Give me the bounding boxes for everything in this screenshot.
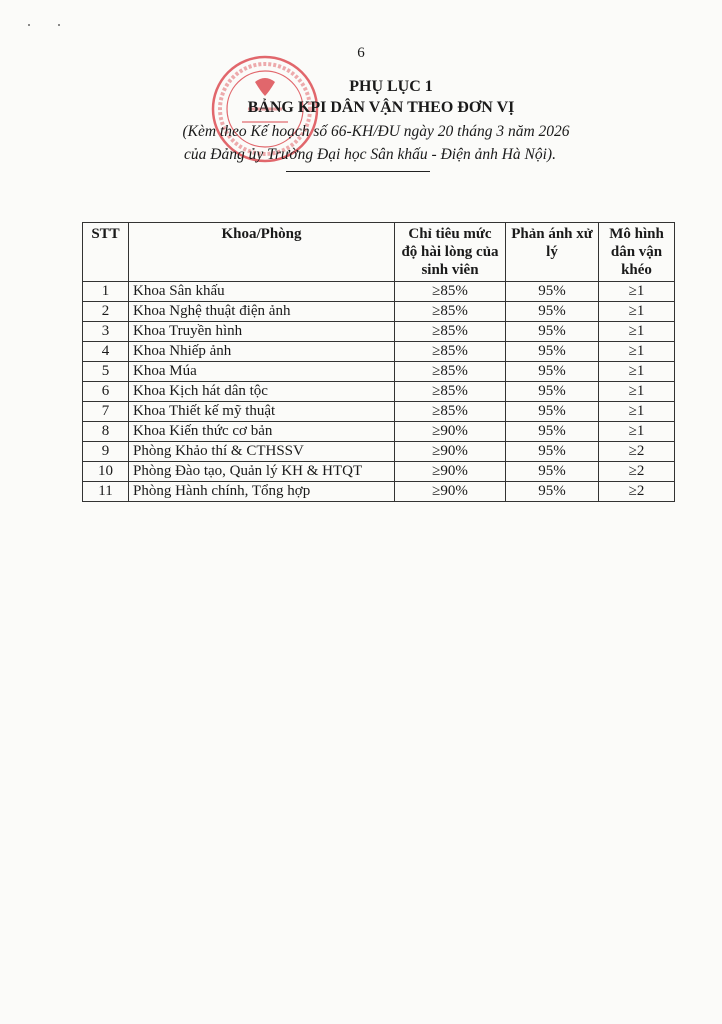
cell-model-count: ≥1: [599, 302, 675, 322]
cell-satisfaction-target: ≥90%: [395, 422, 506, 442]
cell-satisfaction-target: ≥85%: [395, 402, 506, 422]
cell-unit: Khoa Kịch hát dân tộc: [129, 382, 395, 402]
cell-satisfaction-target: ≥85%: [395, 302, 506, 322]
cell-unit: Khoa Sân khấu: [129, 282, 395, 302]
cell-model-count: ≥2: [599, 482, 675, 502]
divider: [286, 171, 430, 172]
header-mass-mobilization-model: Mô hình dân vận khéo: [599, 223, 675, 282]
header-satisfaction-target: Chỉ tiêu mức độ hài lòng của sinh viên: [395, 223, 506, 282]
scan-specks: [28, 24, 68, 28]
cell-feedback-handling: 95%: [506, 342, 599, 362]
cell-stt: 6: [83, 382, 129, 402]
cell-stt: 11: [83, 482, 129, 502]
table-header-row: [83, 223, 675, 282]
cell-feedback-handling: 95%: [506, 282, 599, 302]
table-row: [83, 482, 675, 502]
cell-unit: Khoa Nghệ thuật điện ảnh: [129, 302, 395, 322]
cell-stt: 7: [83, 402, 129, 422]
table-row: [83, 442, 675, 462]
cell-stt: 2: [83, 302, 129, 322]
table-row: [83, 422, 675, 442]
cell-model-count: ≥1: [599, 322, 675, 342]
table-row: [83, 342, 675, 362]
cell-feedback-handling: 95%: [506, 422, 599, 442]
cell-satisfaction-target: ≥90%: [395, 442, 506, 462]
kpi-table: [82, 222, 675, 502]
cell-satisfaction-target: ≥85%: [395, 342, 506, 362]
cell-unit: Khoa Thiết kế mỹ thuật: [129, 402, 395, 422]
header-feedback-handling: Phản ánh xử lý: [506, 223, 599, 282]
cell-unit: Phòng Đào tạo, Quản lý KH & HTQT: [129, 462, 395, 482]
cell-feedback-handling: 95%: [506, 462, 599, 482]
cell-feedback-handling: 95%: [506, 402, 599, 422]
table-title: BẢNG KPI DÂN VẬN THEO ĐƠN VỊ: [247, 99, 515, 116]
cell-satisfaction-target: ≥85%: [395, 382, 506, 402]
cell-model-count: ≥1: [599, 362, 675, 382]
cell-stt: 9: [83, 442, 129, 462]
page-number: 6: [357, 45, 365, 61]
cell-satisfaction-target: ≥85%: [395, 362, 506, 382]
cell-unit: Khoa Truyền hình: [129, 322, 395, 342]
reference-note-line-1: (Kèm theo Kế hoạch số 66-KH/ĐU ngày 20 tháng 3 năm 2026: [182, 123, 570, 140]
cell-model-count: ≥2: [599, 462, 675, 482]
cell-satisfaction-target: ≥90%: [395, 482, 506, 502]
table-row: [83, 382, 675, 402]
appendix-title: PHỤ LỤC 1: [349, 78, 433, 95]
cell-feedback-handling: 95%: [506, 382, 599, 402]
cell-unit: Phòng Khảo thí & CTHSSV: [129, 442, 395, 462]
cell-stt: 10: [83, 462, 129, 482]
cell-model-count: ≥1: [599, 382, 675, 402]
table-row: [83, 302, 675, 322]
cell-model-count: ≥1: [599, 342, 675, 362]
cell-stt: 8: [83, 422, 129, 442]
cell-feedback-handling: 95%: [506, 322, 599, 342]
cell-stt: 5: [83, 362, 129, 382]
cell-model-count: ≥1: [599, 282, 675, 302]
table-row: [83, 362, 675, 382]
cell-stt: 3: [83, 322, 129, 342]
cell-feedback-handling: 95%: [506, 482, 599, 502]
cell-satisfaction-target: ≥85%: [395, 282, 506, 302]
table-row: [83, 402, 675, 422]
table-row: [83, 282, 675, 302]
table-row: [83, 322, 675, 342]
cell-satisfaction-target: ≥90%: [395, 462, 506, 482]
cell-feedback-handling: 95%: [506, 442, 599, 462]
cell-model-count: ≥1: [599, 402, 675, 422]
cell-unit: Khoa Kiến thức cơ bản: [129, 422, 395, 442]
reference-note-line-2: của Đảng ủy Trường Đại học Sân khấu - Điện ảnh Hà Nội).: [184, 146, 556, 163]
header-unit: Khoa/Phòng: [129, 223, 395, 282]
cell-feedback-handling: 95%: [506, 302, 599, 322]
cell-stt: 1: [83, 282, 129, 302]
header-stt: STT: [83, 223, 129, 282]
cell-unit: Phòng Hành chính, Tổng hợp: [129, 482, 395, 502]
cell-feedback-handling: 95%: [506, 362, 599, 382]
cell-stt: 4: [83, 342, 129, 362]
cell-unit: Khoa Múa: [129, 362, 395, 382]
cell-satisfaction-target: ≥85%: [395, 322, 506, 342]
cell-model-count: ≥2: [599, 442, 675, 462]
cell-model-count: ≥1: [599, 422, 675, 442]
cell-unit: Khoa Nhiếp ảnh: [129, 342, 395, 362]
table-row: [83, 462, 675, 482]
